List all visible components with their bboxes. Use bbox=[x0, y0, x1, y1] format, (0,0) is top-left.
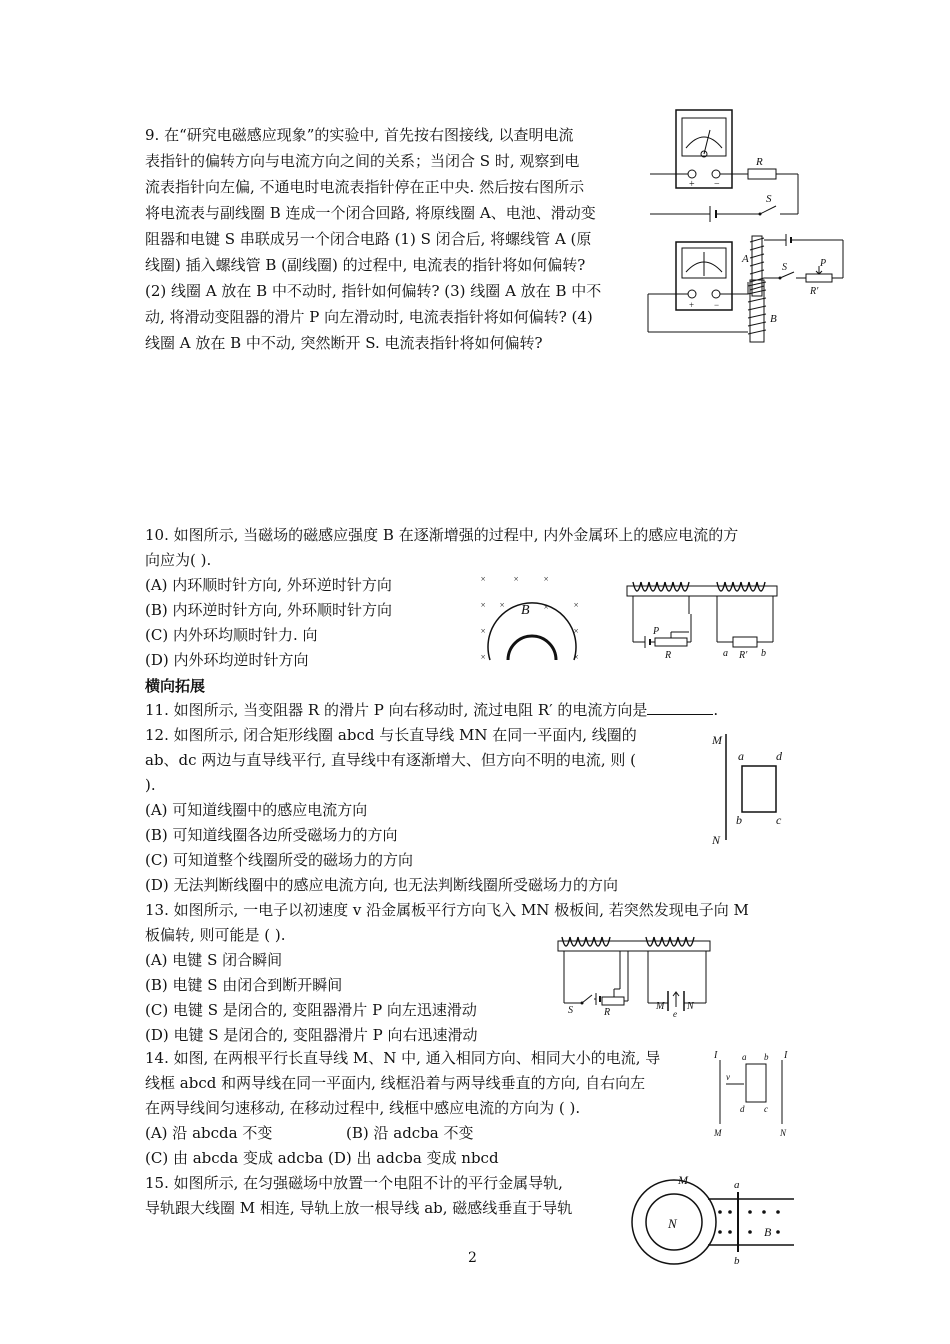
corner-d-label: d bbox=[740, 1104, 745, 1114]
q13-option-a: (A) 电键 S 闭合瞬间 bbox=[145, 951, 283, 969]
q9-line: 线圈) 插入螺线管 B (副线圈) 的过程中, 电流表的指针将如何偏转? bbox=[145, 256, 586, 274]
corner-d-label: d bbox=[776, 749, 782, 763]
q9-line: 将电流表与副线圈 B 连成一个闭合回路, 将原线圈 A、电池、滑动变 bbox=[145, 204, 596, 222]
q12-figure-wire-and-loop bbox=[708, 728, 798, 848]
wire-m-label: M bbox=[712, 733, 722, 747]
q10-stem-line: 向应为( ). bbox=[145, 551, 212, 569]
current-i2-label: I bbox=[784, 1050, 788, 1061]
rheostat-r-label: R bbox=[604, 1007, 611, 1018]
plate-m-label: M bbox=[656, 1001, 665, 1012]
coil-a-label: A bbox=[742, 253, 749, 265]
field-b-label: B bbox=[764, 1225, 772, 1239]
q14-stem-line: 线框 abcd 和两导线在同一平面内, 线框沿着与两导线垂直的方向, 自右向左 bbox=[145, 1074, 646, 1092]
wire-n-label: N bbox=[712, 833, 721, 847]
rheostat-rprime-label: R′ bbox=[810, 286, 819, 297]
corner-c-label: c bbox=[776, 813, 782, 827]
q12-option-c: (C) 可知道整个线圈所受的磁场力的方向 bbox=[145, 851, 413, 869]
q9-line: (2) 线圈 A 放在 B 中不动时, 指针如何偏转? (3) 线圈 A 放在 B 中不 bbox=[145, 282, 602, 300]
q10-figure-rings-in-field bbox=[475, 572, 590, 664]
answer-blank bbox=[647, 714, 713, 715]
field-b-label: B bbox=[521, 603, 530, 618]
plus-label: + bbox=[689, 179, 695, 190]
q14-option-a: (A) 沿 abcda 不变 bbox=[145, 1124, 273, 1142]
q14-option-cd: (C) 由 abcda 变成 adcba (D) 出 adcba 变成 nbcd bbox=[145, 1149, 499, 1167]
corner-b-label: b bbox=[736, 813, 742, 827]
q12-option-b: (B) 可知道线圈各边所受磁场力的方向 bbox=[145, 826, 398, 844]
svg-text:×: × bbox=[543, 574, 550, 584]
q9-line: 表指针的偏转方向与电流方向之间的关系；当闭合 S 时, 观察到电 bbox=[145, 152, 580, 170]
q9-figure-galvanometer-circuit bbox=[648, 108, 848, 228]
svg-text:×: × bbox=[573, 600, 580, 610]
rod-a-label: a bbox=[734, 1179, 740, 1191]
svg-text:×: × bbox=[573, 652, 580, 662]
q13-stem-line: 13. 如图所示, 一电子以初速度 v 沿金属板平行方向飞入 MN 极板间, 若突然发现电子向 M bbox=[145, 901, 749, 919]
switch-s-label: S bbox=[782, 262, 787, 273]
svg-text:×: × bbox=[513, 574, 520, 584]
q9-line: 流表指针向左偏, 不通电时电流表指针停在正中央. 然后按右图所示 bbox=[145, 178, 585, 196]
q11-end: . bbox=[713, 701, 719, 719]
q10-option-d: (D) 内外环均逆时针方向 bbox=[145, 651, 309, 669]
svg-text:×: × bbox=[480, 600, 487, 610]
minus-label: − bbox=[714, 179, 720, 190]
q9-line: 动, 将滑动变阻器的滑片 P 向左滑动时, 电流表指针将如何偏转? (4) bbox=[145, 308, 593, 326]
plus-label: + bbox=[689, 300, 695, 310]
electron-e-label: e bbox=[673, 1009, 677, 1019]
q14-option-b: (B) 沿 adcba 不变 bbox=[346, 1124, 474, 1142]
q9-figure-induction-circuit bbox=[648, 232, 853, 347]
svg-text:×: × bbox=[480, 574, 487, 584]
q15-figure-coil-and-rails bbox=[628, 1174, 798, 1266]
q11-figure-coil-circuit bbox=[625, 580, 785, 662]
q12-option-d: (D) 无法判断线圈中的感应电流方向, 也无法判断线圈所受磁场力的方向 bbox=[145, 876, 619, 894]
q9-line: 线圈 A 放在 B 中不动, 突然断开 S. 电流表指针将如何偏转? bbox=[145, 334, 543, 352]
current-i1-label: I bbox=[714, 1050, 718, 1061]
q10-option-c: (C) 内外环均顺时针力. 向 bbox=[145, 626, 318, 644]
svg-text:×: × bbox=[543, 602, 550, 612]
inner-n-label: N bbox=[668, 1216, 677, 1231]
slider-p-label: P bbox=[820, 258, 827, 269]
wire-n-label: N bbox=[780, 1128, 787, 1138]
q13-option-d: (D) 电键 S 是闭合的, 变阻器滑片 P 向右迅速滑动 bbox=[145, 1026, 478, 1044]
q14-figure-parallel-wires bbox=[712, 1048, 792, 1138]
q12-stem-line: ab、dc 两边与直导线平行, 直导线中有逐渐增大、但方向不明的电流, 则 ( bbox=[145, 751, 637, 769]
coil-b-label: B bbox=[770, 313, 777, 325]
q14-stem-line: 14. 如图, 在两根平行长直导线 M、N 中, 通入相同方向、相同大小的电流, 导 bbox=[145, 1049, 661, 1067]
plate-n-label: N bbox=[687, 1001, 694, 1012]
q10-option-b: (B) 内环逆时针方向, 外环顺时针方向 bbox=[145, 601, 393, 619]
q12-stem-line: ). bbox=[145, 776, 156, 794]
q13-figure-coils-and-plates bbox=[556, 935, 716, 1019]
q15-stem-line: 导轨跟大线圈 M 相连, 导轨上放一根导线 ab, 磁感线垂直于导轨 bbox=[145, 1199, 573, 1217]
slider-p-label: P bbox=[653, 626, 660, 637]
point-b-label: b bbox=[761, 648, 766, 659]
q11-stem: 11. 如图所示, 当变阻器 R 的滑片 P 向右移动时, 流过电阻 R′ 的电流方向是 bbox=[145, 701, 648, 719]
rheostat-r-label: R bbox=[665, 650, 672, 661]
velocity-v-label: v bbox=[726, 1072, 730, 1082]
svg-text:×: × bbox=[499, 600, 506, 610]
q9-line: 阻器和电键 S 串联成另一个闭合电路 (1) S 闭合后, 将螺线管 A (原 bbox=[145, 230, 592, 248]
q14-stem-line: 在两导线间匀速移动, 在移动过程中, 线框中感应电流的方向为 ( ). bbox=[145, 1099, 581, 1117]
switch-s-label: S bbox=[568, 1005, 573, 1016]
q11-text bbox=[145, 700, 718, 720]
rod-b-label: b bbox=[734, 1255, 740, 1267]
q13-stem-line: 板偏转, 则可能是 ( ). bbox=[145, 926, 286, 944]
svg-text:×: × bbox=[480, 652, 487, 662]
resistor-r-label: R bbox=[756, 156, 763, 168]
q13-option-c: (C) 电键 S 是闭合的, 变阻器滑片 P 向左迅速滑动 bbox=[145, 1001, 477, 1019]
corner-a-label: a bbox=[738, 749, 744, 763]
q12-option-a: (A) 可知道线圈中的感应电流方向 bbox=[145, 801, 368, 819]
svg-text:×: × bbox=[573, 626, 580, 636]
minus-label: − bbox=[714, 300, 720, 310]
q9-line: 9. 在“研究电磁感应现象”的实验中, 首先按右图接线, 以查明电流 bbox=[145, 126, 574, 144]
point-a-label: a bbox=[723, 648, 728, 659]
resistor-rprime-label: R′ bbox=[739, 650, 748, 661]
svg-text:×: × bbox=[480, 626, 487, 636]
q10-option-a: (A) 内环顺时针方向, 外环逆时针方向 bbox=[145, 576, 392, 594]
coil-m-label: M bbox=[678, 1173, 688, 1187]
corner-a-label: a bbox=[742, 1052, 747, 1062]
corner-b-label: b bbox=[764, 1052, 769, 1062]
q12-stem-line: 12. 如图所示, 闭合矩形线圈 abcd 与长直导线 MN 在同一平面内, 线圈的 bbox=[145, 726, 637, 744]
q13-option-b: (B) 电键 S 由闭合到断开瞬间 bbox=[145, 976, 343, 994]
page-number: 2 bbox=[468, 1250, 477, 1266]
section-title: 横向拓展 bbox=[145, 677, 206, 695]
q10-stem-line: 10. 如图所示, 当磁场的磁感应强度 B 在逐渐增强的过程中, 内外金属环上的感应电流的方 bbox=[145, 526, 739, 544]
q15-stem-line: 15. 如图所示, 在匀强磁场中放置一个电阻不计的平行金属导轨, bbox=[145, 1174, 563, 1192]
wire-m-label: M bbox=[714, 1128, 722, 1138]
switch-s-label: S bbox=[766, 193, 772, 205]
corner-c-label: c bbox=[764, 1104, 768, 1114]
